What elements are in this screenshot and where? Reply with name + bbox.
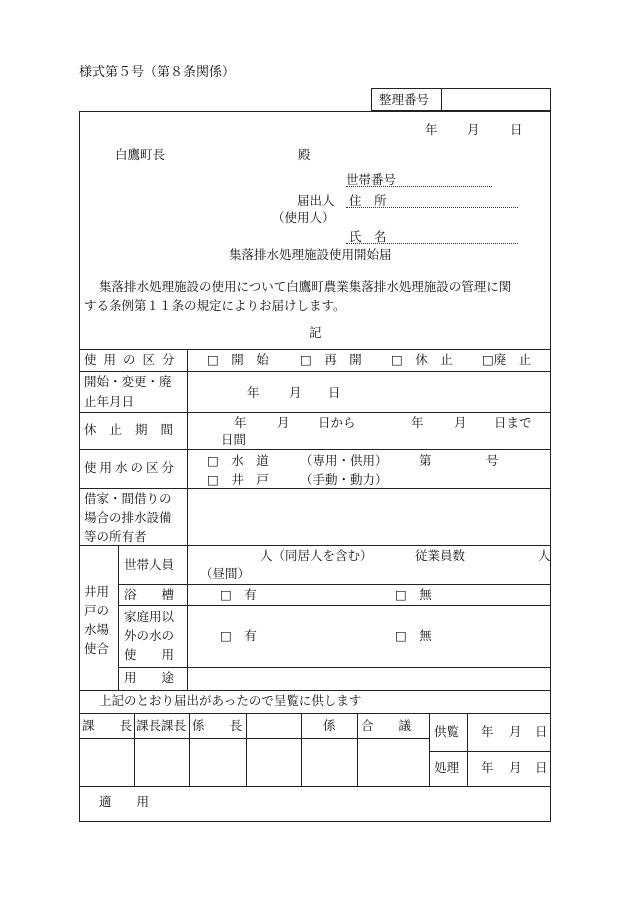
- honorific: 殿: [298, 147, 311, 162]
- ref-number-field[interactable]: [443, 89, 549, 110]
- owner-label-line1: 借家・間借りの: [84, 491, 172, 506]
- statement-line-2: する条例第１１条の規定によりお届けします。: [84, 298, 346, 313]
- start-date-month: 月: [289, 385, 302, 400]
- header-section-chief: 課 長: [82, 718, 133, 733]
- other-use-yes[interactable]: □ 有: [220, 628, 257, 643]
- header-deputy-chief: 課長課長: [136, 718, 187, 733]
- header-unit-chief: 係 長: [192, 718, 243, 733]
- water-go: 号: [486, 453, 499, 468]
- name-label: 氏 名: [349, 229, 387, 244]
- water-well-detail: （手動・動力）: [300, 472, 388, 487]
- review-day: 日: [535, 724, 548, 739]
- owner-field[interactable]: [189, 490, 549, 544]
- suspension-year: 年: [234, 415, 247, 430]
- review-month: 月: [509, 724, 522, 739]
- employees-label: 従業員数: [415, 548, 466, 563]
- form-id: 様式第５号（第８条関係）: [79, 65, 236, 80]
- statement-line-1: 集落排水処理施設の使用について白鷹町農業集落排水処理施設の管理に関: [99, 279, 512, 294]
- water-option-well[interactable]: □ 井 戸: [207, 472, 269, 487]
- suspension-year2: 年: [411, 415, 424, 430]
- date-month: 月: [467, 122, 480, 137]
- water-dai: 第: [419, 453, 432, 468]
- process-year: 年: [481, 760, 494, 775]
- well-group-line1: 井用: [84, 584, 110, 599]
- start-date-label-line2: 止年月日: [84, 394, 135, 409]
- ki-label: 記: [309, 325, 322, 340]
- water-tap-detail: （専用・供用）: [300, 453, 388, 468]
- process-month: 月: [509, 760, 522, 775]
- suspension-month: 月: [277, 415, 290, 430]
- header-consultation: 合 議: [361, 718, 412, 733]
- name-field[interactable]: [346, 243, 518, 244]
- owner-label-line2: 場合の排水設備: [84, 510, 172, 525]
- well-group-line4: 使合: [84, 641, 110, 656]
- review-label: 供覧: [434, 724, 460, 739]
- bath-yes[interactable]: □ 有: [220, 587, 257, 602]
- household-number-label: 世帯番号: [346, 172, 397, 187]
- other-use-no[interactable]: □ 無: [395, 628, 432, 643]
- usage-class-label: 使用の区分: [84, 352, 182, 367]
- well-group-line2: 戸の: [84, 603, 110, 618]
- household-number-field[interactable]: [346, 186, 492, 187]
- other-use-line1: 家庭用以: [124, 609, 175, 624]
- suspension-until: 日まで: [494, 415, 532, 430]
- date-year: 年: [425, 122, 438, 137]
- purpose-label: 用 途: [124, 670, 175, 685]
- other-use-line2: 外の水の: [124, 628, 175, 643]
- bath-label: 浴 槽: [124, 587, 175, 602]
- start-date-year: 年: [247, 385, 260, 400]
- address-label: 住 所: [349, 193, 387, 208]
- usage-option-suspend[interactable]: □ 休 止: [391, 352, 453, 367]
- address-field[interactable]: [346, 207, 518, 208]
- ref-number-label: 整理番号: [379, 92, 430, 107]
- process-label: 処理: [434, 760, 460, 775]
- usage-option-discontinue[interactable]: □廃 止: [482, 352, 532, 367]
- water-option-tap[interactable]: □ 水 道: [207, 453, 269, 468]
- other-use-line3: 使 用: [124, 647, 175, 662]
- usage-option-start[interactable]: □ 開 始: [207, 352, 269, 367]
- review-year: 年: [481, 724, 494, 739]
- water-class-label: 使用水の区分: [84, 460, 178, 475]
- date-day: 日: [510, 122, 523, 137]
- approval-note: 上記のとおり届出があったので呈覧に供します: [99, 693, 362, 708]
- suspension-days: 日間: [221, 432, 247, 447]
- usage-option-resume[interactable]: □ 再 開: [300, 352, 362, 367]
- suspension-label: 休止期間: [84, 422, 187, 437]
- user-label: （使用人）: [272, 210, 335, 225]
- addressee: 白鷹町長: [115, 147, 166, 162]
- employees-unit: 人: [538, 548, 551, 563]
- header-staff: 係: [323, 718, 336, 733]
- start-date-label-line1: 開始・変更・廃: [84, 374, 172, 389]
- owner-label-line3: 等の所有者: [84, 529, 147, 544]
- applicant-label: 届出人: [297, 193, 335, 208]
- start-date-day: 日: [328, 385, 341, 400]
- well-group-line3: 水場: [84, 622, 110, 637]
- daytime-label: （昼間）: [200, 566, 251, 581]
- household-members-label: 世帯人員: [124, 557, 175, 572]
- remarks-label: 適 用: [99, 794, 150, 809]
- purpose-field[interactable]: [189, 669, 549, 689]
- bath-no[interactable]: □ 無: [395, 587, 432, 602]
- process-day: 日: [535, 760, 548, 775]
- household-persons-text: 人（同居人を含む）: [260, 548, 373, 563]
- form-title: 集落排水処理施設使用開始届: [229, 247, 392, 262]
- suspension-month2: 月: [454, 415, 467, 430]
- suspension-from: 日から: [318, 415, 356, 430]
